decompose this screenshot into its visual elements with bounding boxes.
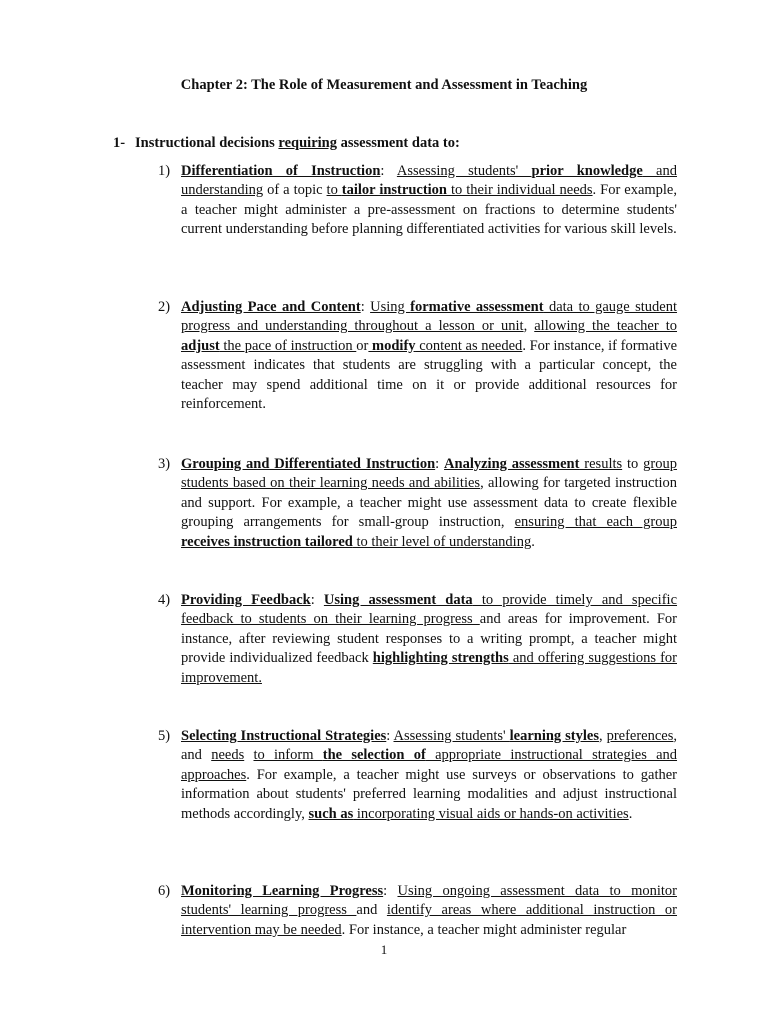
text-segment: : bbox=[435, 456, 445, 472]
section-heading-text-end: assessment data to: bbox=[336, 135, 460, 151]
text-segment: . For instance, if formative assessment indicates that students are struggling with a particular concept, the teacher may spend additional time on it or provide additional resources for reinforcement. bbox=[181, 337, 678, 413]
list-item-number: 5) bbox=[158, 728, 171, 744]
text-segment: ensuring that each group bbox=[514, 514, 677, 531]
text-segment: Differentiation of Instruction bbox=[181, 163, 381, 179]
text-segment: the pace of instruction bbox=[219, 337, 357, 354]
text-segment: Grouping and Differentiated Instruction bbox=[181, 456, 436, 472]
text-segment: allowing the teacher to bbox=[534, 318, 678, 335]
text-segment: : bbox=[380, 163, 397, 179]
text-segment: . For example, a teacher might use surveys or observations to gather information about students' preferred learning modalities and adjust instructional methods accordingly, bbox=[181, 766, 677, 822]
text-segment: data to gauge student progress and understanding throughout a lesson or unit bbox=[181, 299, 678, 335]
text-segment: prior knowledge bbox=[531, 163, 643, 179]
text-segment: : bbox=[386, 728, 394, 744]
text-segment: identify areas where additional instruction or intervention may be needed bbox=[181, 902, 678, 938]
text-segment: Using assessment data bbox=[323, 592, 473, 608]
text-segment: needs bbox=[211, 747, 245, 764]
text-segment: Selecting Instructional Strategies bbox=[181, 728, 387, 744]
text-segment: adjust bbox=[181, 337, 220, 354]
list-item-number: 1) bbox=[158, 163, 171, 179]
section-number: 1- bbox=[113, 135, 126, 151]
text-segment: Assessing students' bbox=[396, 163, 532, 179]
text-segment: such as bbox=[308, 805, 354, 822]
text-segment: learning styles bbox=[509, 728, 599, 744]
text-segment: Using bbox=[370, 299, 411, 315]
text-segment: tailor instruction bbox=[341, 182, 447, 199]
text-segment: incorporating visual aids or hands-on activities bbox=[353, 805, 629, 822]
text-segment: of a topic bbox=[263, 182, 327, 199]
text-segment: . bbox=[531, 533, 535, 550]
page-number: 1 bbox=[380, 942, 388, 957]
text-segment: . For example, a teacher might administer a pre-assessment on fractions to determine students' current understanding before planning differentiated activities for various skill levels. bbox=[181, 182, 677, 238]
section-heading-keyword: requiring bbox=[278, 135, 337, 151]
text-segment: , allowing for targeted instruction and support. For example, a teacher might use assessment data to create flexible grouping arrangements for small-group instruction, bbox=[181, 475, 677, 531]
text-segment: Analyzing assessment bbox=[444, 456, 580, 472]
text-segment: to their level of understanding bbox=[352, 533, 532, 550]
list-item-text bbox=[181, 882, 677, 940]
list-item-text bbox=[181, 455, 677, 552]
text-segment: preferences bbox=[606, 728, 674, 744]
text-segment: receives instruction tailored bbox=[181, 533, 353, 550]
text-segment: , bbox=[598, 728, 607, 744]
text-segment: Providing Feedback bbox=[181, 592, 311, 608]
text-segment: and bbox=[356, 902, 387, 919]
list-item-number: 6) bbox=[158, 883, 171, 899]
chapter-title: Chapter 2: The Role of Measurement and Assessment in Teaching bbox=[180, 77, 588, 93]
text-segment: Adjusting Pace and Content bbox=[181, 299, 361, 315]
text-segment: and offering suggestions for improvement. bbox=[181, 650, 677, 686]
text-segment: formative assessment bbox=[410, 299, 544, 315]
text-segment: or bbox=[356, 337, 369, 354]
list-item-number: 4) bbox=[158, 592, 171, 608]
text-segment: : bbox=[383, 883, 398, 899]
text-segment: and understanding bbox=[181, 163, 677, 199]
section-heading-text-start: Instructional decisions bbox=[135, 135, 279, 151]
text-segment: group students based on their learning needs and abilities bbox=[181, 456, 678, 492]
list-item-text bbox=[181, 162, 677, 240]
text-segment: to bbox=[622, 456, 644, 472]
text-segment: . bbox=[628, 805, 633, 822]
text-segment: : bbox=[360, 299, 371, 315]
list-item-text bbox=[181, 591, 677, 688]
text-segment: to their individual needs bbox=[447, 182, 593, 199]
list-item-number: 3) bbox=[158, 456, 171, 472]
text-segment: appropriate instructional strategies and approaches bbox=[181, 747, 678, 783]
section-heading bbox=[113, 134, 460, 152]
text-segment: the selection of bbox=[322, 747, 426, 764]
text-segment: results bbox=[579, 456, 623, 472]
text-segment: , bbox=[523, 318, 535, 335]
text-segment: modify bbox=[368, 337, 416, 354]
text-segment: Using ongoing assessment data to monitor students' learning progress bbox=[181, 883, 677, 919]
text-segment: content as needed bbox=[415, 337, 523, 354]
text-segment: and areas for improvement. For instance, after reviewing student responses to a writing prompt, a teacher might provide individualized feedback bbox=[181, 611, 677, 667]
text-segment: . For instance, a teacher might administer regular bbox=[341, 921, 627, 938]
text-segment: to provide timely and specific feedback to students on their learning progress bbox=[181, 592, 678, 628]
text-segment: : bbox=[310, 592, 324, 608]
list-item-number: 2) bbox=[158, 299, 171, 315]
text-segment: Monitoring Learning Progress bbox=[181, 883, 384, 899]
text-segment: to bbox=[326, 182, 342, 199]
text-segment: , and bbox=[181, 728, 678, 764]
text-segment: highlighting strengths bbox=[372, 650, 509, 667]
text-segment: to inform bbox=[253, 747, 323, 764]
list-item-text bbox=[181, 298, 677, 414]
text-segment: Assessing students' bbox=[393, 728, 510, 744]
list-item-text bbox=[181, 727, 677, 824]
